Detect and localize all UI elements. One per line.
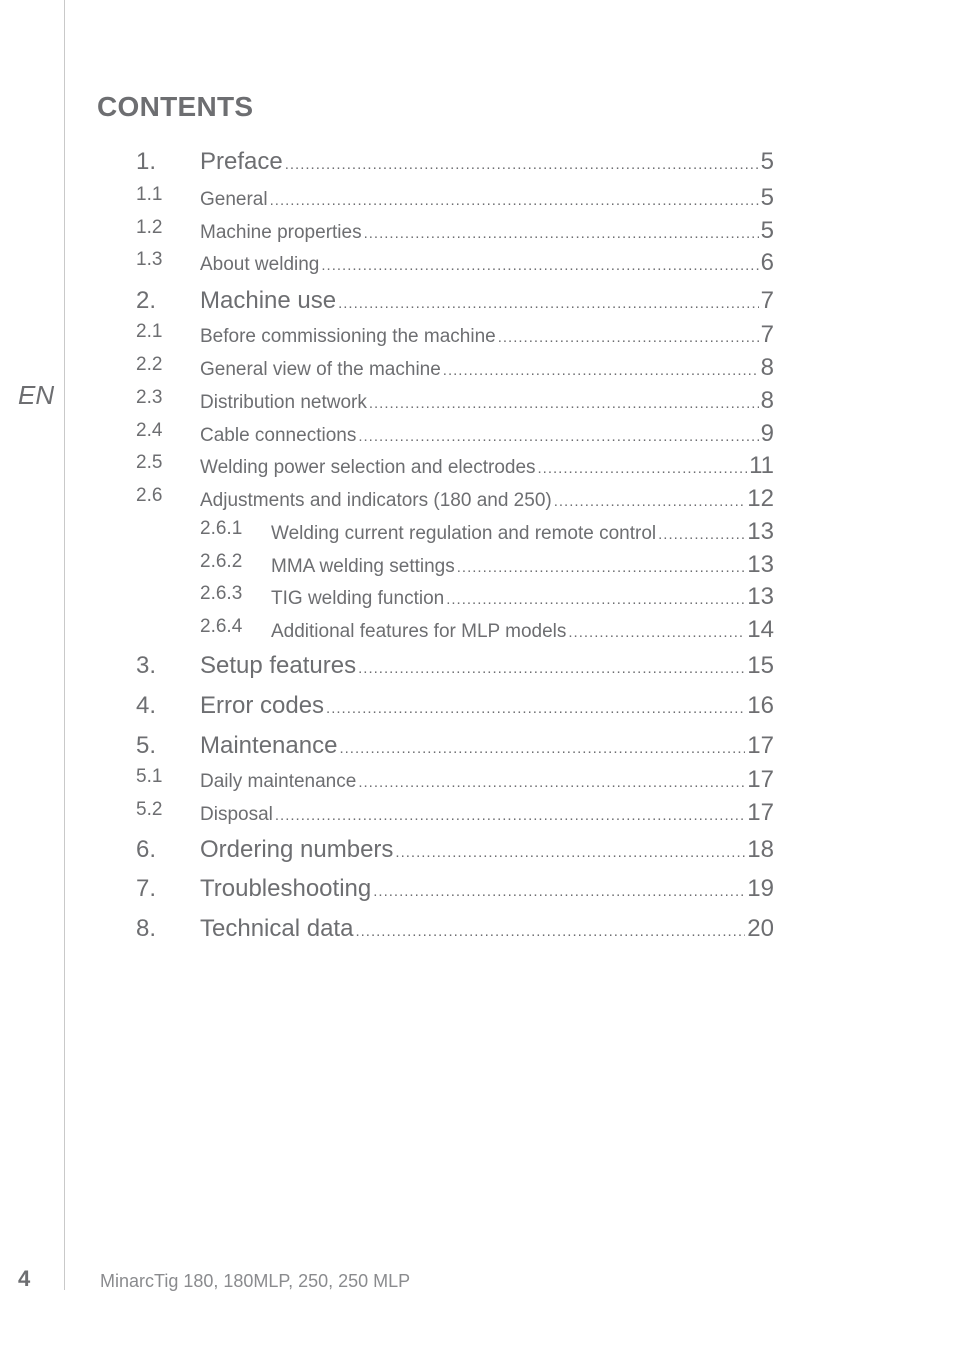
toc-dot-leader — [373, 883, 745, 900]
toc-dot-leader — [446, 591, 745, 608]
toc-entry-title: Welding current regulation and remote control — [271, 523, 657, 544]
toc-dot-leader — [339, 740, 745, 757]
toc-entry — [136, 452, 774, 480]
toc-entry-title: About welding — [200, 254, 320, 275]
toc-entry-title: Cable connections — [200, 425, 357, 446]
toc-entry-number: 3. — [136, 652, 157, 679]
toc-entry-number: 2.4 — [136, 420, 163, 441]
toc-dot-leader — [285, 156, 759, 173]
toc-entry-page: 9 — [760, 420, 774, 447]
toc-dot-leader — [358, 774, 745, 791]
toc-entry-number: 2.6.1 — [200, 518, 243, 539]
toc-dot-leader — [355, 923, 745, 940]
toc-entry-page: 14 — [747, 616, 774, 643]
toc-entry-page: 6 — [760, 249, 774, 276]
toc-entry — [136, 692, 774, 720]
toc-entry-number: 1.3 — [136, 249, 163, 270]
toc-entry-number: 2.6.4 — [200, 616, 243, 637]
toc-dot-leader — [538, 460, 748, 477]
toc-entry-title: Daily maintenance — [200, 771, 357, 792]
toc-entry-page: 7 — [760, 287, 774, 314]
toc-entry — [136, 387, 774, 415]
toc-entry-page: 16 — [747, 692, 774, 719]
toc-entry-number: 2.1 — [136, 321, 163, 342]
toc-entry — [200, 583, 774, 611]
toc-entry — [200, 616, 774, 644]
toc-entry-title: TIG welding function — [271, 588, 445, 609]
toc-entry-page: 20 — [747, 915, 774, 942]
toc-entry — [136, 732, 774, 760]
toc-entry-title: General view of the machine — [200, 359, 441, 380]
toc-entry-title: Disposal — [200, 804, 273, 825]
toc-entry-page: 17 — [747, 799, 774, 826]
toc-dot-leader — [443, 362, 759, 379]
toc-entry-title: Maintenance — [200, 732, 338, 759]
toc-entry-title: Distribution network — [200, 392, 367, 413]
toc-entry-page: 5 — [760, 184, 774, 211]
toc-entry-number: 5.2 — [136, 799, 163, 820]
toc-entry-page: 5 — [760, 148, 774, 175]
toc-dot-leader — [338, 295, 759, 312]
toc-entry-number: 1. — [136, 148, 157, 175]
toc-entry-title: General — [200, 189, 268, 210]
toc-entry-title: Welding power selection and electrodes — [200, 457, 536, 478]
toc-dot-leader — [457, 559, 746, 576]
toc-dot-leader — [275, 807, 745, 824]
toc-entry-page: 13 — [747, 551, 774, 578]
toc-entry — [136, 652, 774, 680]
toc-entry-number: 7. — [136, 875, 157, 902]
toc-entry-title: Troubleshooting — [200, 875, 372, 902]
toc-entry — [136, 799, 774, 827]
toc-entry-number: 2.5 — [136, 452, 163, 473]
toc-entry-page: 15 — [747, 652, 774, 679]
toc-dot-leader — [658, 526, 745, 543]
toc-entry-page: 13 — [747, 583, 774, 610]
toc-entry-title: Machine properties — [200, 222, 362, 243]
toc-entry-title: Machine use — [200, 287, 337, 314]
toc-entry — [200, 551, 774, 579]
toc-entry-title: MMA welding settings — [271, 556, 455, 577]
toc-entry-page: 5 — [760, 217, 774, 244]
toc-entry — [136, 148, 774, 176]
toc-entry-title: Error codes — [200, 692, 325, 719]
toc-dot-leader — [326, 700, 745, 717]
toc-entry-title: Adjustments and indicators (180 and 250) — [200, 490, 552, 511]
toc-dot-leader — [369, 395, 759, 412]
toc-entry-number: 2.2 — [136, 354, 163, 375]
toc-entry-title: Ordering numbers — [200, 836, 394, 863]
toc-entry — [136, 485, 774, 513]
toc-entry-number: 2.6 — [136, 485, 163, 506]
toc-dot-leader — [395, 844, 745, 861]
language-tag: EN — [18, 380, 55, 410]
toc-entry-number: 4. — [136, 692, 157, 719]
toc-entry-number: 5.1 — [136, 766, 163, 787]
toc-entry-page: 8 — [760, 387, 774, 414]
toc-entry-number: 2.6.2 — [200, 551, 243, 572]
toc-entry-page: 8 — [760, 354, 774, 381]
toc-entry — [136, 875, 774, 903]
toc-dot-leader — [270, 192, 759, 209]
toc-entry-title: Preface — [200, 148, 283, 175]
toc-entry — [136, 766, 774, 794]
toc-entry — [136, 420, 774, 448]
toc-entry — [136, 321, 774, 349]
toc-entry-number: 1.2 — [136, 217, 163, 238]
toc-entry-page: 12 — [747, 485, 774, 512]
footer-model-text: MinarcTig 180, 180MLP, 250, 250 MLP — [100, 1271, 411, 1291]
toc-dot-leader — [554, 493, 746, 510]
toc-entry-page: 7 — [760, 321, 774, 348]
toc-entry — [136, 915, 774, 943]
toc-entry — [136, 354, 774, 382]
toc-entry-number: 5. — [136, 732, 157, 759]
toc-entry-title: Before commissioning the machine — [200, 326, 496, 347]
toc-dot-leader — [358, 660, 745, 677]
toc-entry-number: 8. — [136, 915, 157, 942]
toc-entry-number: 1.1 — [136, 184, 163, 205]
toc-entry-page: 18 — [747, 836, 774, 863]
toc-dot-leader — [364, 225, 759, 242]
toc-entry — [136, 184, 774, 212]
toc-entry-title: Technical data — [200, 915, 354, 942]
toc-entry-page: 13 — [747, 518, 774, 545]
toc-entry-page: 17 — [747, 766, 774, 793]
toc-entry — [200, 518, 774, 546]
toc-dot-leader — [498, 329, 759, 346]
toc-entry — [136, 836, 774, 864]
toc-entry — [136, 287, 774, 315]
toc-entry-number: 2. — [136, 287, 157, 314]
contents-heading: CONTENTS — [97, 91, 254, 122]
toc-entry-number: 2.3 — [136, 387, 163, 408]
toc-entry — [136, 249, 774, 277]
toc-entry — [136, 217, 774, 245]
toc-entry-page: 19 — [747, 875, 774, 902]
toc-entry-number: 6. — [136, 836, 157, 863]
toc-entry-title: Additional features for MLP models — [271, 621, 567, 642]
toc-entry-number: 2.6.3 — [200, 583, 243, 604]
toc-entry-page: 17 — [747, 732, 774, 759]
toc-entry-title: Setup features — [200, 652, 357, 679]
toc-dot-leader — [321, 257, 758, 274]
footer-page-number: 4 — [18, 1266, 31, 1291]
toc-dot-leader — [568, 624, 745, 641]
toc-entry-page: 11 — [749, 452, 774, 479]
toc-dot-leader — [358, 428, 758, 445]
